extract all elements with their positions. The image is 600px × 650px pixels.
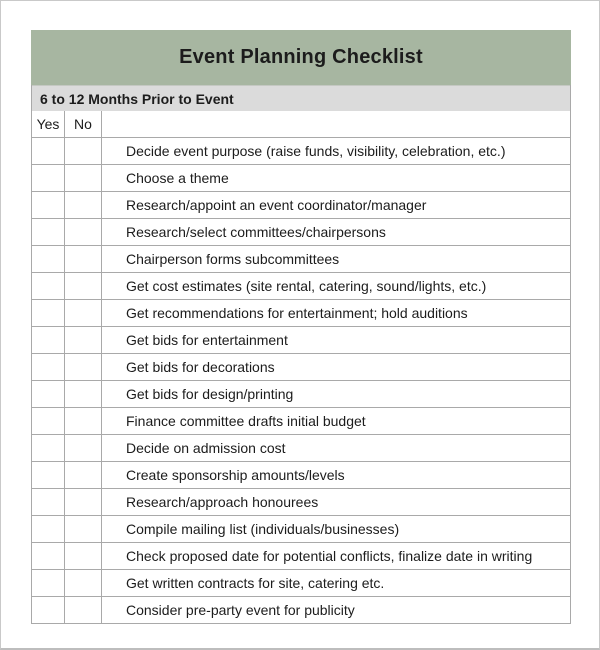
- item-cell: [102, 381, 570, 407]
- no-checkbox-cell[interactable]: [65, 435, 102, 461]
- no-column-label: No: [74, 116, 92, 132]
- item-label: Research/select committees/chairpersons: [126, 224, 386, 240]
- section-header: [32, 85, 570, 111]
- checklist-row: [32, 407, 570, 434]
- item-label: Chairperson forms subcommittees: [126, 251, 340, 267]
- yes-column-label: Yes: [36, 116, 60, 132]
- item-cell: [102, 435, 570, 461]
- yes-checkbox-cell[interactable]: [32, 489, 65, 515]
- no-checkbox-cell[interactable]: [65, 138, 102, 164]
- checklist-row: [32, 596, 570, 623]
- no-checkbox-cell[interactable]: [65, 327, 102, 353]
- no-checkbox-cell[interactable]: [65, 570, 102, 596]
- no-checkbox-cell[interactable]: [65, 219, 102, 245]
- item-label: Get cost estimates (site rental, catering, sound/lights, etc.): [126, 278, 487, 294]
- item-label: Get bids for design/printing: [126, 386, 294, 402]
- checklist-row: [32, 272, 570, 299]
- checklist-row: [32, 218, 570, 245]
- no-checkbox-cell[interactable]: [65, 381, 102, 407]
- checklist-row: [32, 515, 570, 542]
- no-checkbox-cell[interactable]: [65, 462, 102, 488]
- item-cell: [102, 570, 570, 596]
- checklist-body: [32, 137, 570, 623]
- item-cell: [102, 192, 570, 218]
- yes-checkbox-cell[interactable]: [32, 543, 65, 569]
- item-label: Get written contracts for site, catering etc.: [126, 575, 385, 591]
- no-checkbox-cell[interactable]: [65, 354, 102, 380]
- item-cell: [102, 138, 570, 164]
- item-cell: [102, 273, 570, 299]
- yes-checkbox-cell[interactable]: [32, 354, 65, 380]
- checklist-row: [32, 569, 570, 596]
- yes-checkbox-cell[interactable]: [32, 219, 65, 245]
- checklist-row: [32, 434, 570, 461]
- item-cell: [102, 219, 570, 245]
- yes-checkbox-cell[interactable]: [32, 246, 65, 272]
- yes-checkbox-cell[interactable]: [32, 435, 65, 461]
- item-label: Decide event purpose (raise funds, visibility, celebration, etc.): [126, 143, 506, 159]
- item-column-header: [102, 111, 570, 137]
- no-checkbox-cell[interactable]: [65, 165, 102, 191]
- item-cell: [102, 462, 570, 488]
- yes-checkbox-cell[interactable]: [32, 516, 65, 542]
- no-checkbox-cell[interactable]: [65, 597, 102, 623]
- checklist-row: [32, 380, 570, 407]
- yes-checkbox-cell[interactable]: [32, 273, 65, 299]
- item-cell: [102, 597, 570, 623]
- item-label: Check proposed date for potential conflicts, finalize date in writing: [126, 548, 533, 564]
- item-cell: [102, 165, 570, 191]
- item-cell: [102, 327, 570, 353]
- item-label: Choose a theme: [126, 170, 229, 186]
- yes-checkbox-cell[interactable]: [32, 408, 65, 434]
- checklist-row: [32, 245, 570, 272]
- no-checkbox-cell[interactable]: [65, 192, 102, 218]
- item-cell: [102, 543, 570, 569]
- yes-checkbox-cell[interactable]: [32, 381, 65, 407]
- checklist-row: [32, 353, 570, 380]
- checklist-row: [32, 191, 570, 218]
- no-column-header: [65, 111, 102, 137]
- checklist-row: [32, 137, 570, 164]
- checklist-row: [32, 461, 570, 488]
- checklist-row: [32, 299, 570, 326]
- item-label: Research/appoint an event coordinator/manager: [126, 197, 427, 213]
- item-cell: [102, 300, 570, 326]
- event-planning-checklist-table: [31, 31, 571, 624]
- no-checkbox-cell[interactable]: [65, 543, 102, 569]
- yes-column-header: [32, 111, 65, 137]
- item-label: Create sponsorship amounts/levels: [126, 467, 345, 483]
- item-cell: [102, 354, 570, 380]
- item-cell: [102, 489, 570, 515]
- item-label: Get recommendations for entertainment; hold auditions: [126, 305, 468, 321]
- checklist-row: [32, 542, 570, 569]
- checklist-row: [32, 164, 570, 191]
- item-label: Compile mailing list (individuals/businesses): [126, 521, 400, 537]
- no-checkbox-cell[interactable]: [65, 273, 102, 299]
- yes-checkbox-cell[interactable]: [32, 570, 65, 596]
- section-header-label: 6 to 12 Months Prior to Event: [40, 90, 234, 107]
- no-checkbox-cell[interactable]: [65, 516, 102, 542]
- item-cell: [102, 516, 570, 542]
- column-header-row: [32, 111, 570, 137]
- yes-checkbox-cell[interactable]: [32, 462, 65, 488]
- checklist-row: [32, 488, 570, 515]
- yes-checkbox-cell[interactable]: [32, 138, 65, 164]
- item-cell: [102, 408, 570, 434]
- item-label: Decide on admission cost: [126, 440, 286, 456]
- item-label: Get bids for decorations: [126, 359, 275, 375]
- yes-checkbox-cell[interactable]: [32, 165, 65, 191]
- item-label: Finance committee drafts initial budget: [126, 413, 366, 429]
- yes-checkbox-cell[interactable]: [32, 300, 65, 326]
- no-checkbox-cell[interactable]: [65, 408, 102, 434]
- page-title: Event Planning Checklist: [179, 46, 423, 68]
- item-label: Get bids for entertainment: [126, 332, 288, 348]
- yes-checkbox-cell[interactable]: [32, 597, 65, 623]
- no-checkbox-cell[interactable]: [65, 246, 102, 272]
- yes-checkbox-cell[interactable]: [32, 192, 65, 218]
- item-label: Consider pre-party event for publicity: [126, 602, 355, 618]
- no-checkbox-cell[interactable]: [65, 300, 102, 326]
- item-label: Research/approach honourees: [126, 494, 319, 510]
- checklist-row: [32, 326, 570, 353]
- yes-checkbox-cell[interactable]: [32, 327, 65, 353]
- title-bar: [31, 30, 571, 85]
- item-cell: [102, 246, 570, 272]
- no-checkbox-cell[interactable]: [65, 489, 102, 515]
